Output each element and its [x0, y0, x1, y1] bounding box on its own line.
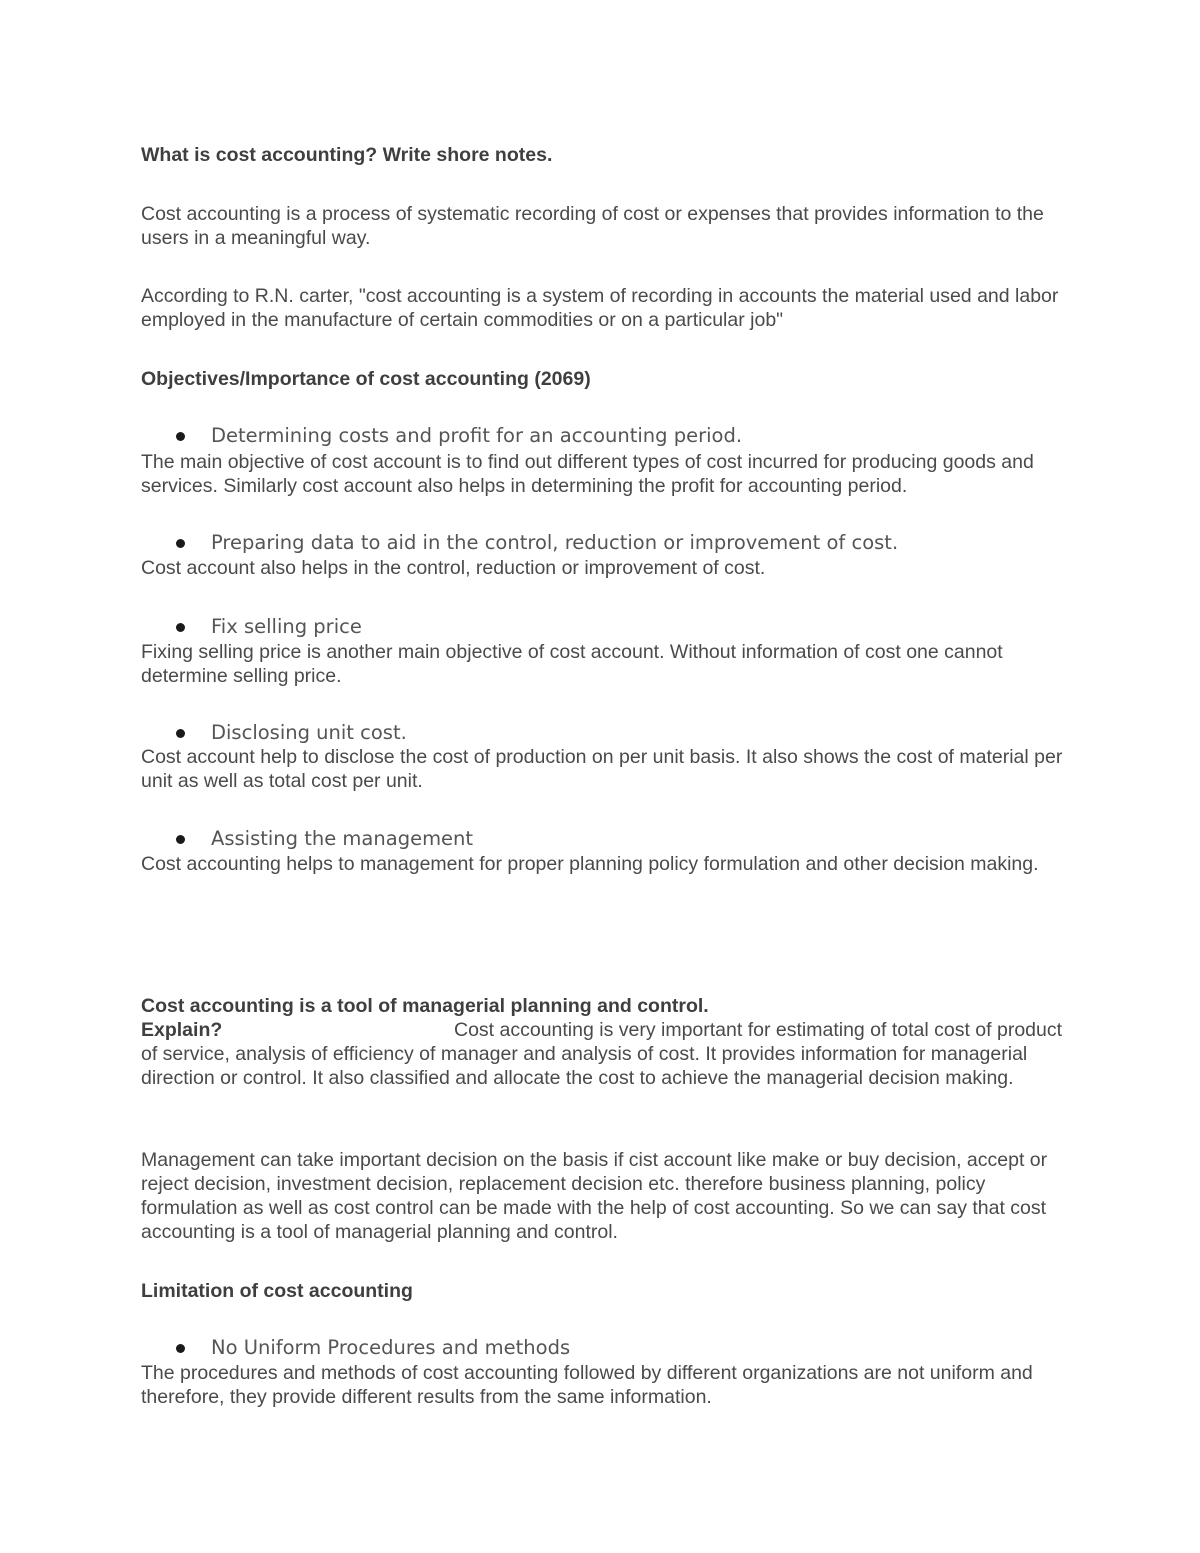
intro-paragraph-1: Cost accounting is a process of systematic recording of cost or expenses that provides information to the users in a meaningful way. — [141, 203, 1044, 249]
objective-bullet-4-label: Disclosing unit cost. — [211, 721, 407, 744]
limitation-bullet-1 — [141, 1335, 1066, 1361]
objectives-heading: Objectives/Importance of cost accounting (2069) — [141, 368, 591, 390]
tool-explain-text: Cost accounting is very important for estimating of total cost of product of service, analysis of efficiency of manager and analysis of cost. It provides information for managerial direction or control. It also classified and allocate the cost to achieve the managerial decision making. — [141, 1019, 1063, 1089]
objective-bullet-1 — [141, 423, 1066, 449]
tool-paragraph-2: Management can take important decision on the basis if cist account like make or buy decision, accept or reject decision, investment decision, replacement decision etc. therefore business planning, policy formulation as well as cost control can be made with the help of cost accounting. So we can say that cost accounting is a tool of managerial planning and control. — [141, 1149, 1048, 1243]
tool-heading: Cost accounting is a tool of managerial planning and control. — [141, 995, 709, 1017]
objective-text-5: Cost accounting helps to management for proper planning policy formulation and other decision making. — [141, 853, 1039, 875]
bullet-dot-icon — [176, 1344, 185, 1353]
doc-title: What is cost accounting? Write shore notes. — [141, 144, 553, 166]
objective-text-3: Fixing selling price is another main objective of cost account. Without information of cost one cannot determine selling price. — [141, 641, 1003, 687]
limitation-text-1: The procedures and methods of cost accounting followed by different organizations are not uniform and therefore, they provide different results from the same information. — [141, 1362, 1033, 1408]
objective-bullet-2-label: Preparing data to aid in the control, reduction or improvement of cost. — [211, 531, 899, 554]
limitation-heading: Limitation of cost accounting — [141, 1280, 413, 1302]
objective-bullet-5 — [141, 826, 1066, 852]
tool-explain-label: Explain? — [141, 1019, 223, 1041]
objective-bullet-1-label: Determining costs and profit for an accounting period. — [211, 424, 743, 447]
objective-bullet-3-label: Fix selling price — [211, 615, 362, 638]
objective-bullet-5-label: Assisting the management — [211, 827, 474, 850]
limitation-bullet-1-label: No Uniform Procedures and methods — [211, 1336, 571, 1359]
objective-text-1: The main objective of cost account is to find out different types of cost incurred for producing goods and services. Similarly cost account also helps in determining the profit for accounting period. — [141, 451, 1034, 497]
bullet-dot-icon — [176, 539, 185, 548]
bullet-dot-icon — [176, 623, 185, 632]
objective-bullet-4 — [141, 720, 1066, 746]
objective-bullet-3 — [141, 614, 1066, 640]
objective-text-2: Cost account also helps in the control, reduction or improvement of cost. — [141, 557, 766, 579]
intro-paragraph-2: According to R.N. carter, "cost accounting is a system of recording in accounts the material used and labor employed in the manufacture of certain commodities or on a particular job" — [141, 285, 1059, 331]
bullet-dot-icon — [176, 432, 185, 441]
objective-text-4: Cost account help to disclose the cost of production on per unit basis. It also shows the cost of material per unit as well as total cost per unit. — [141, 746, 1063, 792]
bullet-dot-icon — [176, 729, 185, 738]
objective-bullet-2 — [141, 530, 1066, 556]
tool-explain-paragraph — [141, 1018, 1066, 1090]
bullet-dot-icon — [176, 835, 185, 844]
